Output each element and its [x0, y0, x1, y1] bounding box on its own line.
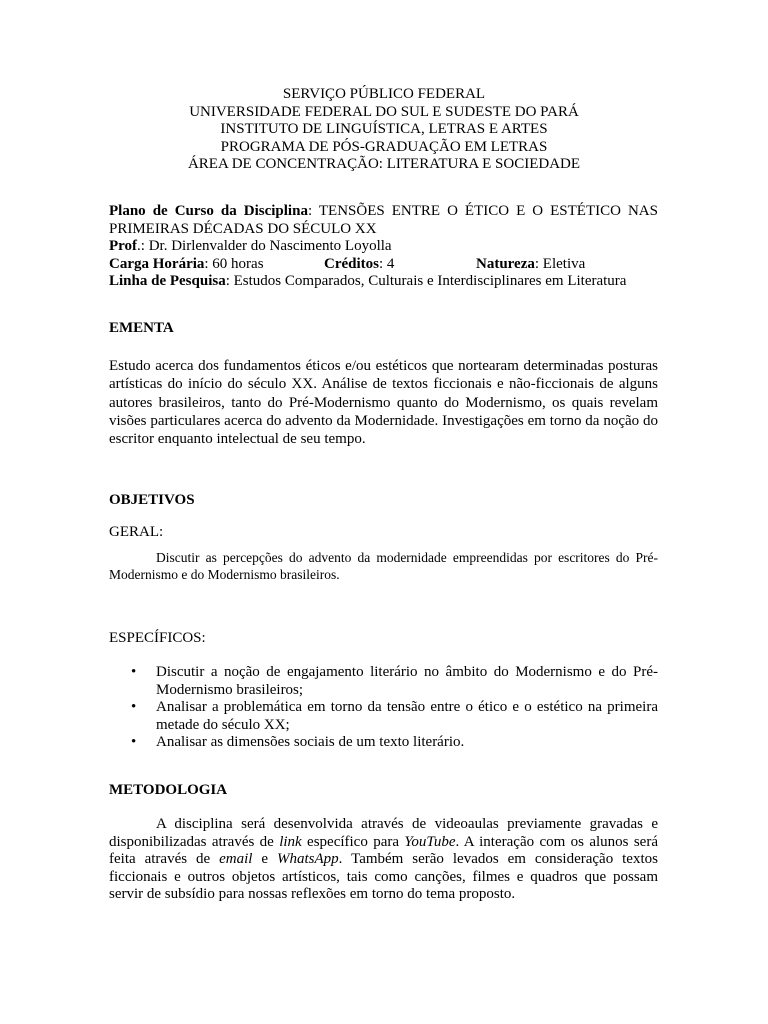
list-item-text: Discutir a noção de engajamento literário no âmbito do Modernismo e do Pré-Modernismo brasileiros;: [156, 664, 658, 698]
metodologia-heading: METODOLOGIA: [109, 782, 228, 798]
course-info: [109, 203, 658, 291]
youtube-term: YouTube: [404, 833, 456, 850]
list-item-text: Analisar as dimensões sociais de um texto literário.: [156, 734, 465, 750]
geral-paragraph: Discutir as percepções do advento da modernidade empreendidas por escritores do Pré-Modernismo e do Modernismo brasileiros.: [109, 550, 658, 582]
workload-value: : 60 horas: [204, 255, 264, 272]
header-line: INSTITUTO DE LINGUÍSTICA, LETRAS E ARTES: [220, 121, 548, 137]
course-plan-label: Plano de Curso da Disciplina: [109, 203, 308, 219]
header-line: PROGRAMA DE PÓS-GRADUAÇÃO EM LETRAS: [220, 138, 548, 155]
metodologia-text: [109, 816, 658, 904]
course-plan: [109, 203, 658, 238]
list-item: [109, 699, 658, 734]
geral-text: [109, 549, 658, 583]
metodologia-text-part: e: [252, 851, 277, 867]
header-line: SERVIÇO PÚBLICO FEDERAL: [282, 86, 486, 102]
header-line: ÁREA DE CONCENTRAÇÃO: LITERATURA E SOCIEDADE: [187, 156, 581, 172]
metodologia-text-part: específico para: [301, 833, 405, 850]
bullet-icon: •: [131, 734, 137, 750]
professor-value: .: Dr. Dirlenvalder do Nascimento Loyolla: [137, 238, 392, 254]
header-line: UNIVERSIDADE FEDERAL DO SUL E SUDESTE DO PARÁ: [189, 103, 579, 120]
institution-header: [0, 86, 768, 174]
ementa-heading: EMENTA: [109, 320, 174, 336]
metodologia-text-part: . A interação com os alunos será feita através de: [109, 833, 658, 867]
metodologia-paragraph: [109, 816, 658, 904]
course-plan-value: : TENSÕES ENTRE O ÉTICO E O ESTÉTICO NAS PRIMEIRAS DÉCADAS DO SÉCULO XX: [109, 203, 658, 237]
workload-label: Carga Horária: [109, 255, 205, 272]
geral-label: GERAL:: [109, 524, 164, 540]
credits: [324, 256, 394, 274]
email-term: email: [219, 851, 253, 867]
especificos-list: [109, 664, 658, 752]
especificos-label: ESPECÍFICOS:: [109, 630, 206, 646]
research-line-label: Linha de Pesquisa: [109, 273, 226, 289]
metodologia-text-part: . Também serão levados em consideração textos ficcionais e outros objetos artísticos, tais como canções, filmes e quadros que possam servir de subsídio para nossas reflexões em torno do tema proposto.: [109, 851, 658, 902]
workload: [109, 256, 264, 272]
link-term: link: [279, 833, 302, 850]
credits-value: : 4: [379, 255, 395, 272]
bullet-icon: •: [131, 664, 137, 680]
course-details-row: [109, 256, 658, 274]
nature: [476, 256, 585, 274]
nature-label: Natureza: [476, 255, 535, 272]
bullet-icon: •: [131, 699, 137, 715]
nature-value: : Eletiva: [534, 255, 586, 272]
list-item: [109, 664, 658, 699]
professor: [109, 238, 658, 256]
metodologia-text-part: A disciplina será desenvolvida através de videoaulas previamente gravadas e disponibilizadas através de: [109, 816, 658, 850]
credits-label: Créditos: [324, 255, 379, 272]
whatsapp-term: WhatsApp: [276, 851, 339, 867]
list-item-text: Analisar a problemática em torno da tensão entre o ético e o estético na primeira metade do século XX;: [156, 699, 658, 733]
ementa-text: Estudo acerca dos fundamentos éticos e/ou estéticos que nortearam determinadas posturas artísticas do início do século XX. Análise de textos ficcionais e não-ficcionais de alguns autores brasileiros, tanto do Pré-Modernismo quanto do Modernismo, os quais revelam visões particulares acerca do advento da Modernidade. Investigações em torno da noção do escritor enquanto intelectual de seu tempo.: [109, 358, 658, 448]
objetivos-heading: OBJETIVOS: [109, 492, 195, 508]
list-item: [109, 734, 658, 752]
professor-label: Prof: [109, 238, 138, 254]
research-line: [109, 273, 658, 291]
research-line-value: : Estudos Comparados, Culturais e Interdisciplinares em Literatura: [225, 273, 627, 289]
